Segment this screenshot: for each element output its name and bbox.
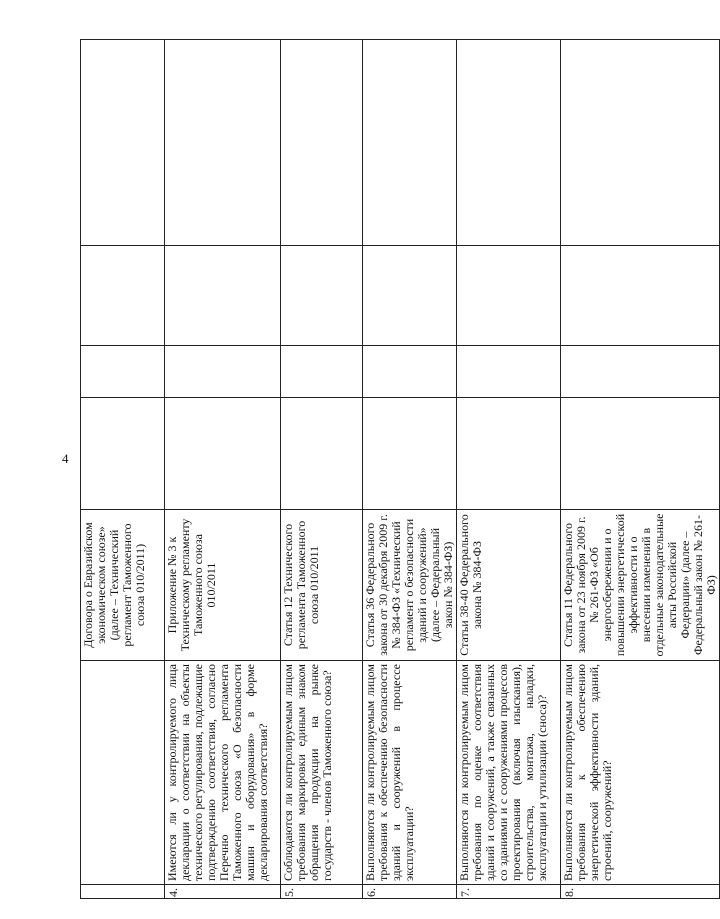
note-cell (81, 40, 165, 246)
answer-no-cell (561, 346, 720, 398)
question-text: Выполняются ли контролируемым лицом требования к обеспечению энергетической эффективности зданий, строений, сооружений? (561, 661, 720, 885)
row-number: 4. (165, 885, 281, 899)
note-cell (561, 40, 720, 246)
answer-no-cell (457, 346, 561, 398)
note-cell (281, 40, 363, 246)
answer-no-cell (363, 346, 457, 398)
basis-text: Приложение № 3 к Техническому регламенту Таможенного союза 010/2011 (165, 510, 281, 661)
answer-yes-cell (561, 398, 720, 510)
answer-na-cell (561, 246, 720, 346)
answer-yes-cell (457, 398, 561, 510)
basis-cell: Договора о Евразийском экономическом союзе» (далее – Технический регламент Таможенного союза 010/2011) (81, 510, 165, 661)
answer-no-cell (165, 346, 281, 398)
basis-text: Статьи 38-40 Федерального закона № 384-ФЗ (457, 510, 561, 661)
basis-text: Статья 11 Федерального закона от 23 ноября 2009 г. № 261-ФЗ «Об энергосбережении и о повышении энергетической эффективности и о внесении изменений в отдельные законодательные акты Российской Федерации» (далее – Федеральный закон № 261-ФЗ) (561, 510, 720, 661)
answer-na-cell (281, 246, 363, 346)
answer-yes-cell (81, 398, 165, 510)
note-cell (165, 40, 281, 246)
question-text: Выполняются ли контролируемым лицом требования к обеспечению безопасности зданий и сооружений в процессе эксплуатации? (363, 661, 457, 885)
answer-no-cell (81, 346, 165, 398)
basis-text: Статья 12 Технического регламента Таможенного союза 010/2011 (281, 510, 363, 661)
answer-na-cell (363, 246, 457, 346)
question-cell (81, 661, 165, 885)
table-row-continuation (81, 40, 165, 899)
note-cell (363, 40, 457, 246)
answer-na-cell (457, 246, 561, 346)
note-cell (457, 40, 561, 246)
table-row (363, 40, 457, 899)
question-text: Выполняются ли контролируемым лицом требования по оценке соответствия зданий и сооружений, а также связанных со зданиями и с сооружениями процессов проектирования (включая изыскания), строительства, монтажа, наладки, эксплуатации и утилизации (сноса)? (457, 661, 561, 885)
basis-text: Статья 36 Федерального закона от 30 декабря 2009 г. № 384-ФЗ «Технический регламент о безопасности зданий и сооружений» (далее – Федеральный закон № 384-ФЗ) (363, 510, 457, 661)
answer-na-cell (81, 246, 165, 346)
question-text: Соблюдаются ли контролируемым лицом требования маркировки единым знаком обращения продукции на рынке государств - членов Таможенного союза? (281, 661, 363, 885)
number-cell (81, 885, 165, 899)
question-text: Имеются ли у контролируемого лица декларации о соответствии на объекты технического регулирования, подлежащие подтверждению соответствия, согласно Перечню технического регламента Таможенного союза «О безопасности машин и оборудования» в форме декларирования соответствия? (165, 661, 281, 885)
answer-yes-cell (281, 398, 363, 510)
checklist-table (80, 39, 720, 899)
table-row (165, 40, 281, 899)
row-number: 7. (457, 885, 561, 899)
answer-na-cell (165, 246, 281, 346)
table-row (281, 40, 363, 899)
answer-no-cell (281, 346, 363, 398)
rotated-page (80, 40, 718, 899)
table-row (457, 40, 561, 899)
row-number: 6. (363, 885, 457, 899)
answer-yes-cell (165, 398, 281, 510)
row-number: 5. (281, 885, 363, 899)
answer-yes-cell (363, 398, 457, 510)
table-row (561, 40, 720, 899)
row-number: 8. (561, 885, 720, 899)
page-number: 4 (62, 451, 69, 466)
